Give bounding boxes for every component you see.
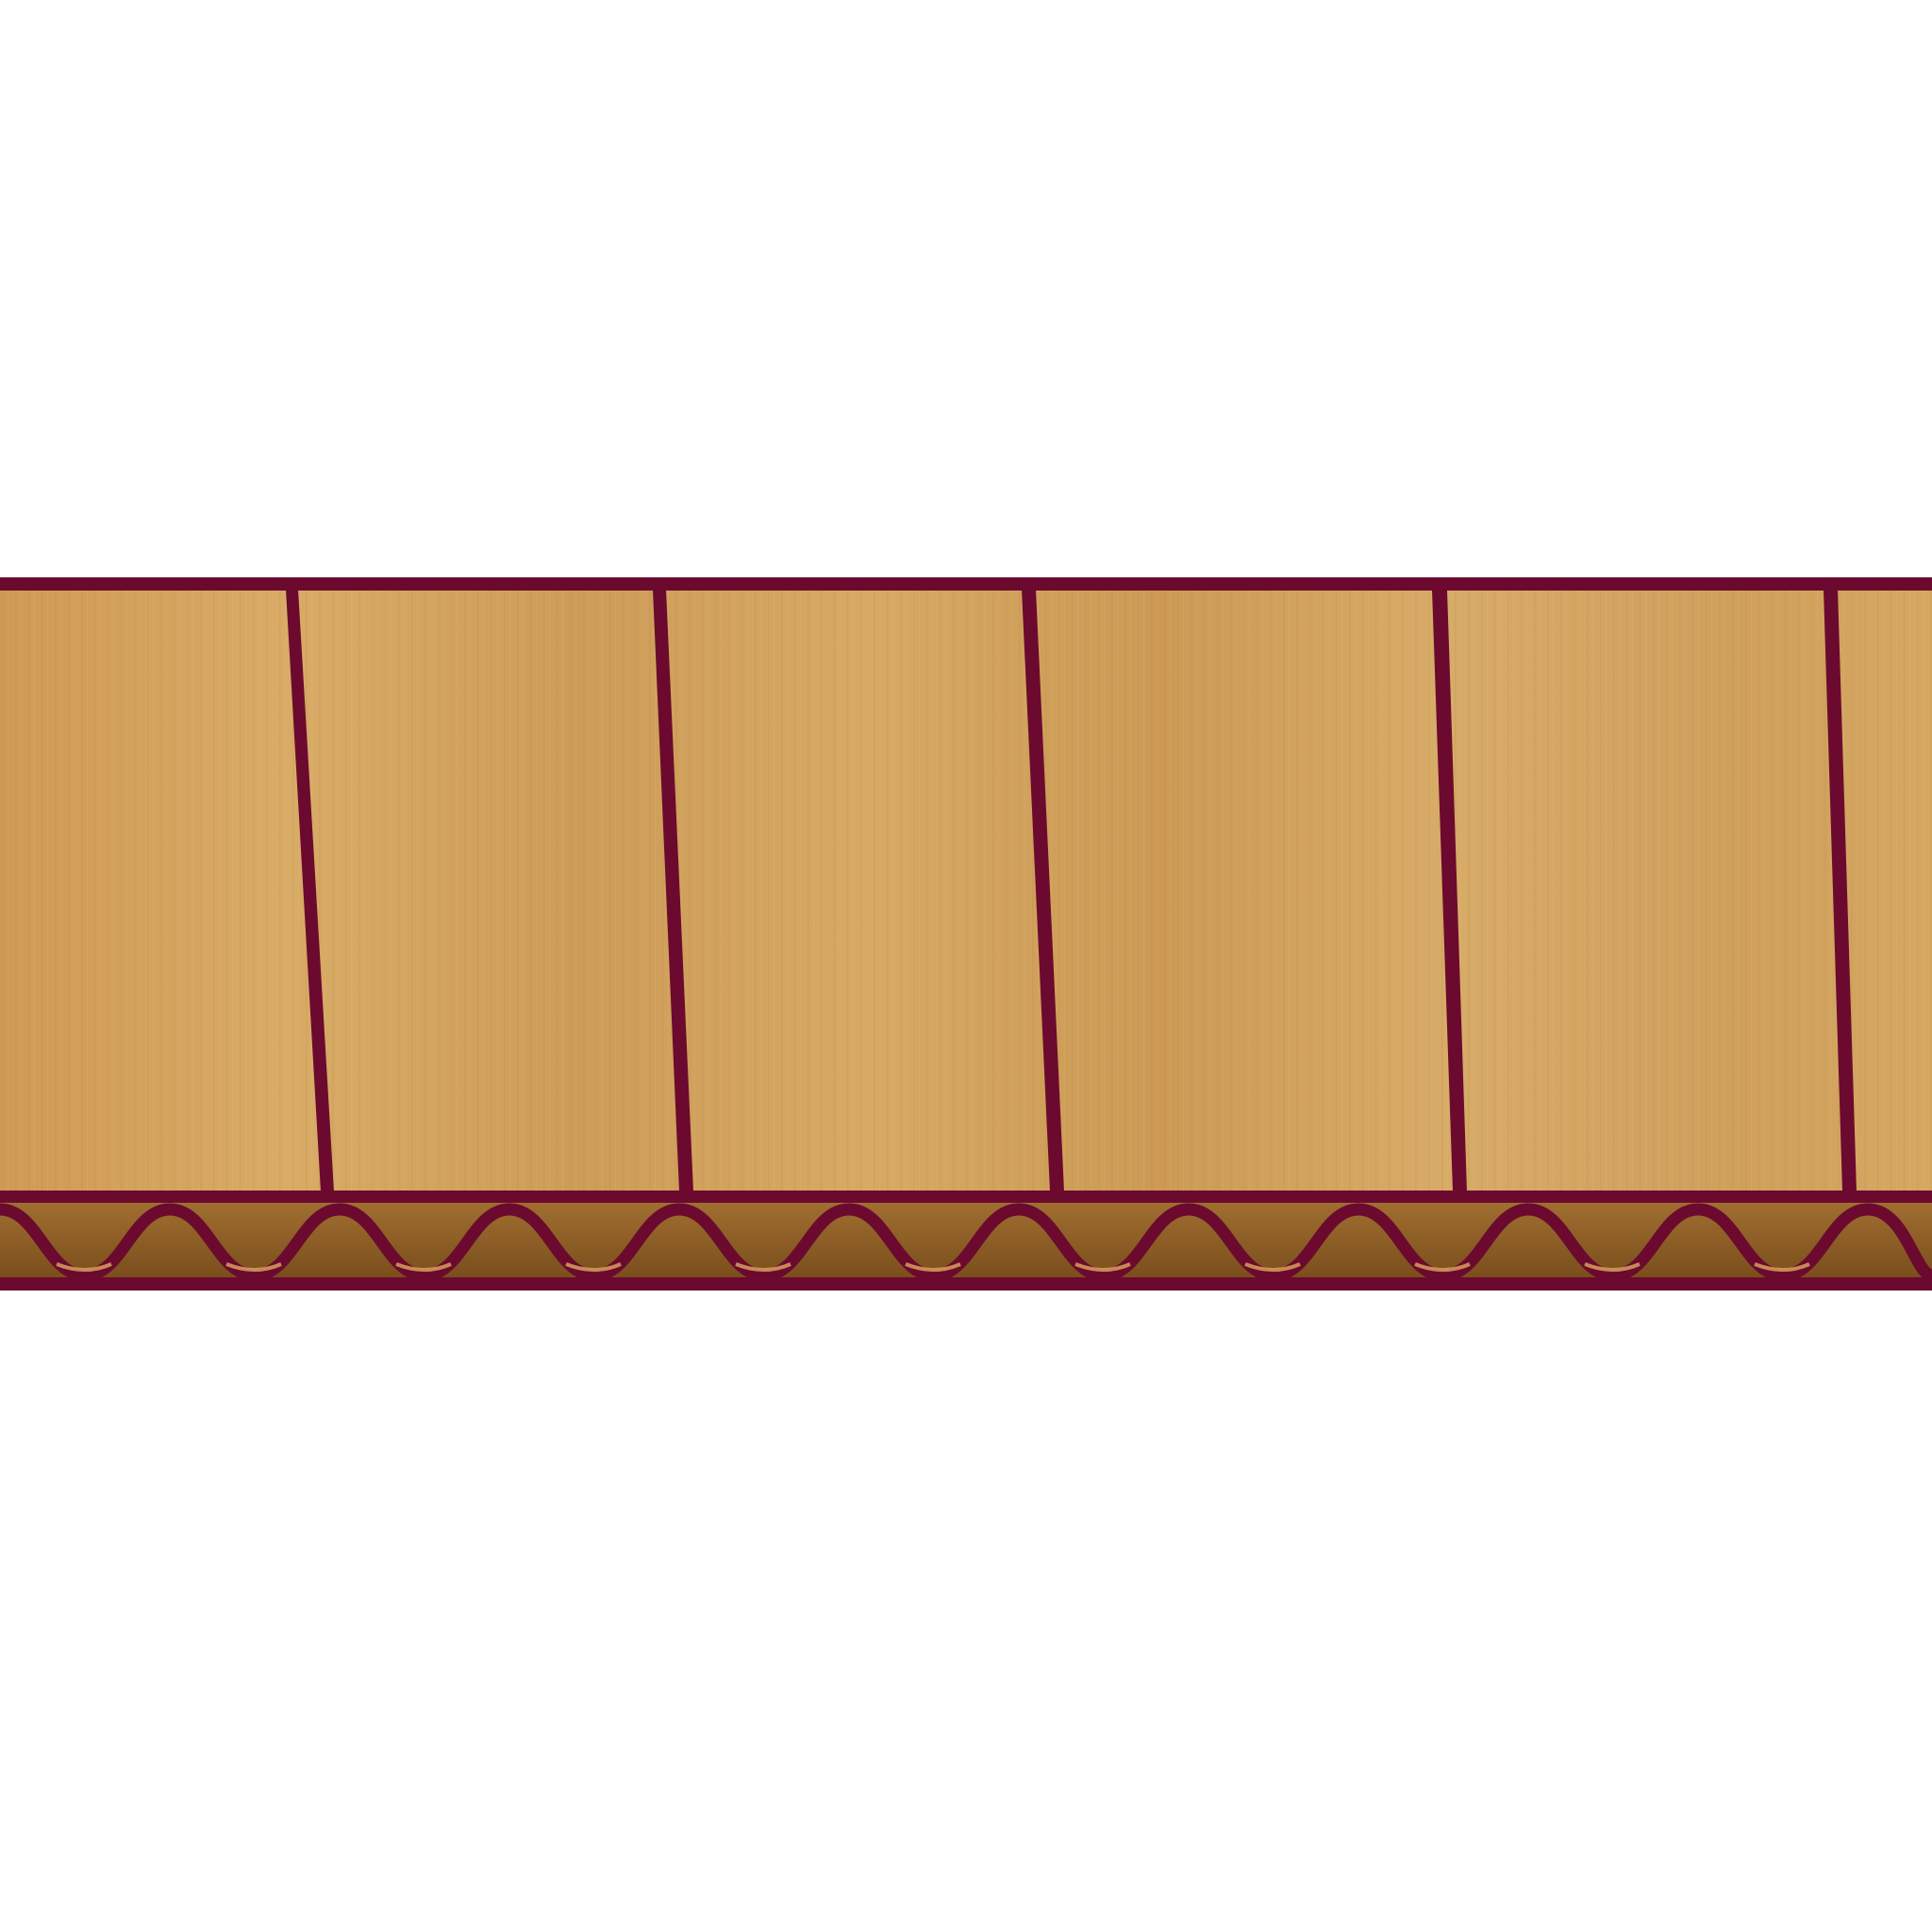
top-liner (0, 577, 1932, 591)
bottom-liner (0, 1277, 1932, 1291)
kraft-grain (0, 590, 1932, 1191)
middle-liner (0, 1191, 1932, 1203)
